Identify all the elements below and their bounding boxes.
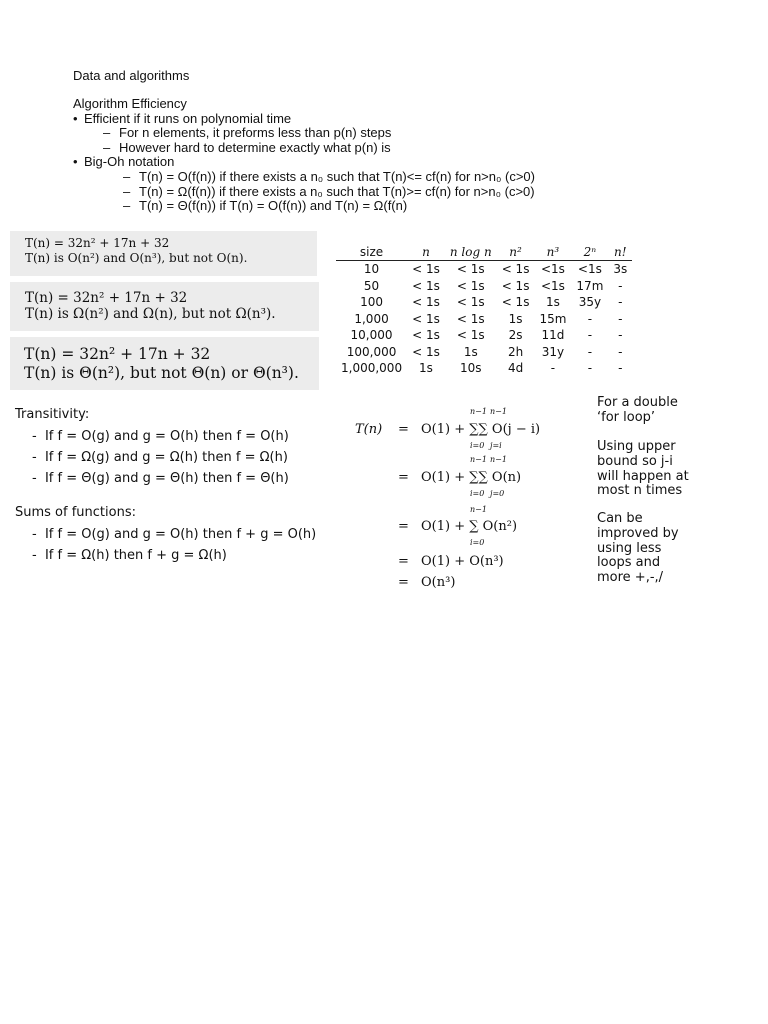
example-big-o-image: T(n) = 32n² + 17n + 32 T(n) is O(n²) and O(n³), but not O(n). (10, 231, 317, 276)
table-cell: 10s (460, 361, 482, 376)
equals-sign: = (398, 422, 409, 437)
column-header: size (359, 244, 384, 259)
bullet-item: • Efficient if it runs on polynomial time (73, 110, 292, 126)
table-cell: < 1s (456, 262, 485, 277)
table-cell: <1s (540, 262, 565, 277)
table-row (336, 278, 632, 295)
sum-limit: i=0 (470, 441, 485, 450)
table-cell: - (618, 361, 623, 376)
table-cell: < 1s (412, 311, 440, 326)
table-cell: < 1s (412, 295, 440, 310)
table-cell: - (618, 344, 623, 359)
table-header-row (336, 243, 632, 261)
table-cell: 1s (508, 311, 523, 326)
table-cell: < 1s (412, 344, 440, 359)
table-cell: 3s (613, 262, 628, 277)
definition-item: – T(n) = O(f(n)) if there exists a n₀ such that T(n)<= cf(n) for n>n₀ (c>0) (123, 168, 535, 184)
table-row (336, 311, 632, 328)
dash-icon: – (103, 125, 111, 141)
table-body (336, 261, 632, 377)
equals-sign: = (398, 575, 409, 590)
table-row (336, 327, 632, 344)
table-cell: 10 (363, 262, 380, 277)
section-heading: Algorithm Efficiency (73, 96, 187, 111)
definition-item: – T(n) = Ω(f(n)) if there exists a n₀ such that T(n)>= cf(n) for n>n₀ (c>0) (123, 183, 535, 199)
table-cell: 50 (363, 278, 380, 293)
table-cell: 35y (578, 295, 602, 310)
table-cell: - (618, 311, 623, 326)
table-cell: < 1s (501, 262, 530, 277)
transitivity-rule: - If f = O(g) and g = O(h) then f = O(h) (32, 429, 289, 444)
transitivity-rule: - If f = Θ(g) and g = Θ(h) then f = Θ(h) (32, 471, 289, 486)
table-cell: < 1s (412, 328, 440, 343)
sum-limit: n−1 (470, 505, 487, 514)
derivation-line: O(1) + ∑∑ O(n) (421, 470, 522, 485)
sum-limit: j=0 (490, 489, 505, 498)
running-time-table (336, 243, 632, 377)
table-row (336, 294, 632, 311)
table-row (336, 360, 632, 377)
transitivity-rule: - If f = Ω(g) and g = Ω(h) then f = Ω(h) (32, 450, 288, 465)
column-header: n log n (449, 244, 492, 259)
table-cell: < 1s (412, 262, 440, 277)
table-cell: <1s (577, 262, 602, 277)
table-cell: - (618, 328, 623, 343)
equals-sign: = (398, 554, 409, 569)
sums-rule: - If f = Ω(h) then f + g = Ω(h) (32, 548, 227, 563)
table-cell: - (618, 295, 623, 310)
sub-bullet-item: – However hard to determine exactly what p(n) is (103, 139, 391, 155)
derivation-line: O(1) + ∑∑ O(j − i) (421, 422, 541, 437)
derivation-lhs: T(n) (355, 422, 383, 437)
table-cell: < 1s (456, 311, 485, 326)
sums-rule: - If f = O(g) and g = O(h) then f + g = O(h) (32, 527, 317, 542)
table-cell: 31y (541, 344, 565, 359)
algorithm-efficiency-section (73, 97, 535, 214)
derivation-line: O(1) + O(n³) (421, 554, 504, 569)
note-upper-bound: Using upper bound so j-i will happen at most n times (597, 439, 689, 499)
sum-limit: n−1 (470, 455, 487, 464)
table-cell: 11d (541, 328, 565, 343)
table-cell: 1s (545, 295, 560, 310)
table-cell: - (618, 278, 623, 293)
equals-sign: = (398, 519, 409, 534)
sum-limit: n−1 (490, 407, 507, 416)
table-cell: 4d (507, 361, 524, 376)
table-cell: - (587, 311, 593, 326)
column-header: n (422, 244, 430, 259)
sum-limit: i=0 (470, 489, 485, 498)
derivation-line: O(1) + ∑ O(n²) (421, 519, 518, 534)
table-cell: 2s (508, 328, 523, 343)
derivation-line: O(n³) (421, 575, 456, 590)
example-big-omega-image: T(n) = 32n² + 17n + 32 T(n) is Ω(n²) and Ω(n), but not Ω(n³). (10, 282, 319, 331)
note-improvement: Can be improved by using less loops and more +,-,/ (597, 511, 679, 586)
table-cell: < 1s (456, 295, 485, 310)
table-cell: < 1s (501, 295, 530, 310)
equals-sign: = (398, 470, 409, 485)
table-cell: 1s (419, 361, 433, 376)
table-cell: < 1s (501, 278, 530, 293)
sum-limit: i=0 (470, 538, 485, 547)
example-big-theta-image: T(n) = 32n² + 17n + 32 T(n) is Θ(n²), but not Θ(n) or Θ(n³). (10, 337, 319, 390)
table-cell: 10,000 (350, 328, 393, 343)
table-cell: < 1s (456, 328, 485, 343)
table-cell: - (550, 361, 556, 376)
column-header: n² (509, 244, 522, 259)
dash-icon: – (123, 183, 131, 199)
sum-limit: n−1 (470, 407, 487, 416)
table-cell: 2h (507, 344, 524, 359)
bullet-icon: • (73, 110, 78, 126)
sub-bullet-item: – For n elements, it preforms less than p(n) steps (103, 125, 392, 141)
table-cell: < 1s (412, 278, 440, 293)
table-cell: 1,000,000 (341, 361, 403, 376)
table-cell: - (587, 344, 593, 359)
column-header: 2ⁿ (583, 244, 597, 259)
column-header: n! (614, 244, 627, 259)
table-cell: - (587, 328, 593, 343)
bullet-icon: • (73, 154, 78, 170)
table-cell: 1,000 (354, 311, 389, 326)
table-cell: 17m (576, 278, 604, 293)
table-cell: < 1s (456, 278, 485, 293)
note-double-loop: For a double ‘for loop’ (597, 395, 678, 425)
table-cell: 100,000 (346, 344, 397, 359)
bullet-item: • Big-Oh notation (73, 154, 175, 170)
page-title: Data and algorithms (73, 68, 190, 83)
sums-title: Sums of functions: (15, 505, 136, 520)
table-cell: <1s (540, 278, 565, 293)
table-cell: 1s (463, 344, 478, 359)
table-cell: 15m (539, 311, 567, 326)
dash-icon: – (123, 168, 131, 184)
sum-limit: n−1 (490, 455, 507, 464)
dash-icon: – (123, 198, 131, 214)
table-cell: 100 (360, 295, 383, 310)
definition-item: – T(n) = Θ(f(n)) if T(n) = O(f(n)) and T(n) = Ω(f(n) (123, 198, 408, 214)
sum-limit: j=i (490, 441, 502, 450)
table-row (336, 344, 632, 361)
column-header: n³ (546, 244, 560, 259)
table-row (336, 261, 632, 278)
dash-icon: – (103, 139, 111, 155)
table-cell: - (587, 361, 593, 376)
transitivity-title: Transitivity: (15, 407, 90, 422)
